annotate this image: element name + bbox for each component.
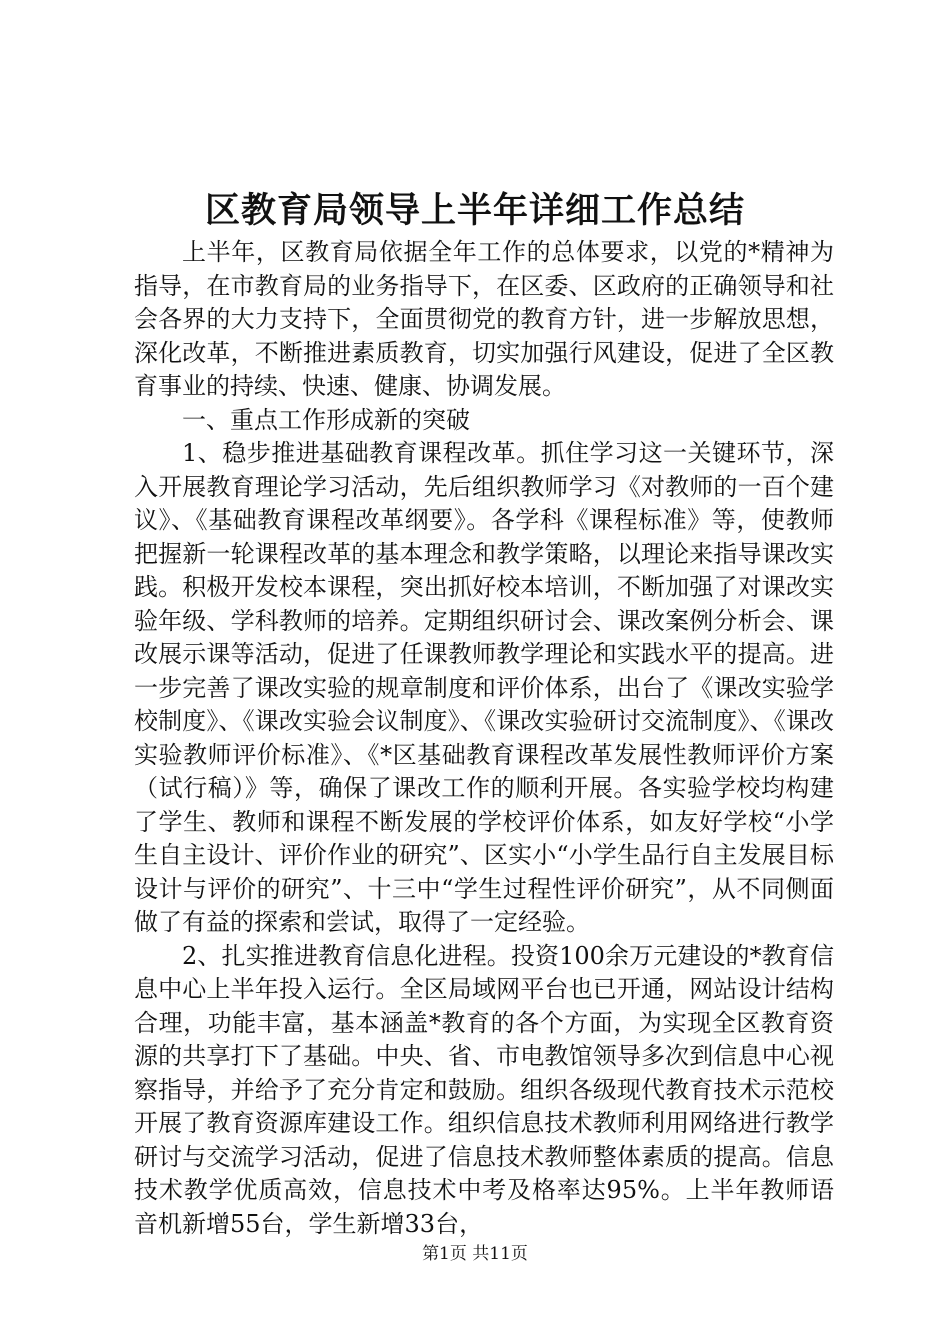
page-number-footer: 第1页 共11页 (422, 1244, 528, 1264)
paragraph-intro: 上半年，区教育局依据全年工作的总体要求，以党的*精神为指导，在市教育局的业务指导下，在区委、区政府的正确领导和社会各界的大力支持下，全面贯彻党的教育方针，进一步解放思想，深化改革，不断推进素质教育，切实加强行风建设，促进了全区教育事业的持续、快速、健康、协调发展。 (134, 238, 834, 400)
section-heading-1: 一、重点工作形成新的突破 (182, 405, 470, 434)
document-title: 区教育局领导上半年详细工作总结 (204, 190, 745, 231)
paragraph-informatization: 2、扎实推进教育信息化进程。投资100余万元建设的*教育信息中心上半年投入运行。全区局域网平台也已开通，网站设计结构合理，功能丰富，基本涵盖*教育的各个方面，为实现全区教育资源的共享打下了基础。中央、省、市电教馆领导多次到信息中心视察指导，并给予了充分肯定和鼓励。组织各级现代教育技术示范校开展了教育资源库建设工作。组织信息技术教师利用网络进行教学研讨与交流学习活动，促进了信息技术教师整体素质的提高。信息技术教学优质高效，信息技术中考及格率达95%。上半年教师语音机新增55台，学生新增33台， (134, 941, 834, 1238)
document-body (134, 236, 834, 1241)
paragraph-curriculum-reform: 1、稳步推进基础教育课程改革。抓住学习这一关键环节，深入开展教育理论学习活动，先后组织教师学习《对教师的一百个建议》、《基础教育课程改革纲要》。各学科《课程标准》等，使教师把握新一轮课程改革的基本理念和教学策略，以理论来指导课改实践。积极开发校本课程，突出抓好校本培训，不断加强了对课改实验年级、学科教师的培养。定期组织研讨会、课改案例分析会、课改展示课等活动，促进了任课教师教学理论和实践水平的提高。进一步完善了课改实验的规章制度和评价体系，出台了《课改实验学校制度》、《课改实验会议制度》、《课改实验研讨交流制度》、《课改实验教师评价标准》、《*区基础教育课程改革发展性教师评价方案（试行稿）》等，确保了课改工作的顺利开展。各实验学校均构建了学生、教师和课程不断发展的学校评价体系，如友好学校“小学生自主设计、评价作业的研究”、区实小“小学生品行自主发展目标设计与评价的研究”、十三中“学生过程性评价研究”，从不同侧面做了有益的探索和尝试，取得了一定经验。 (134, 439, 834, 936)
